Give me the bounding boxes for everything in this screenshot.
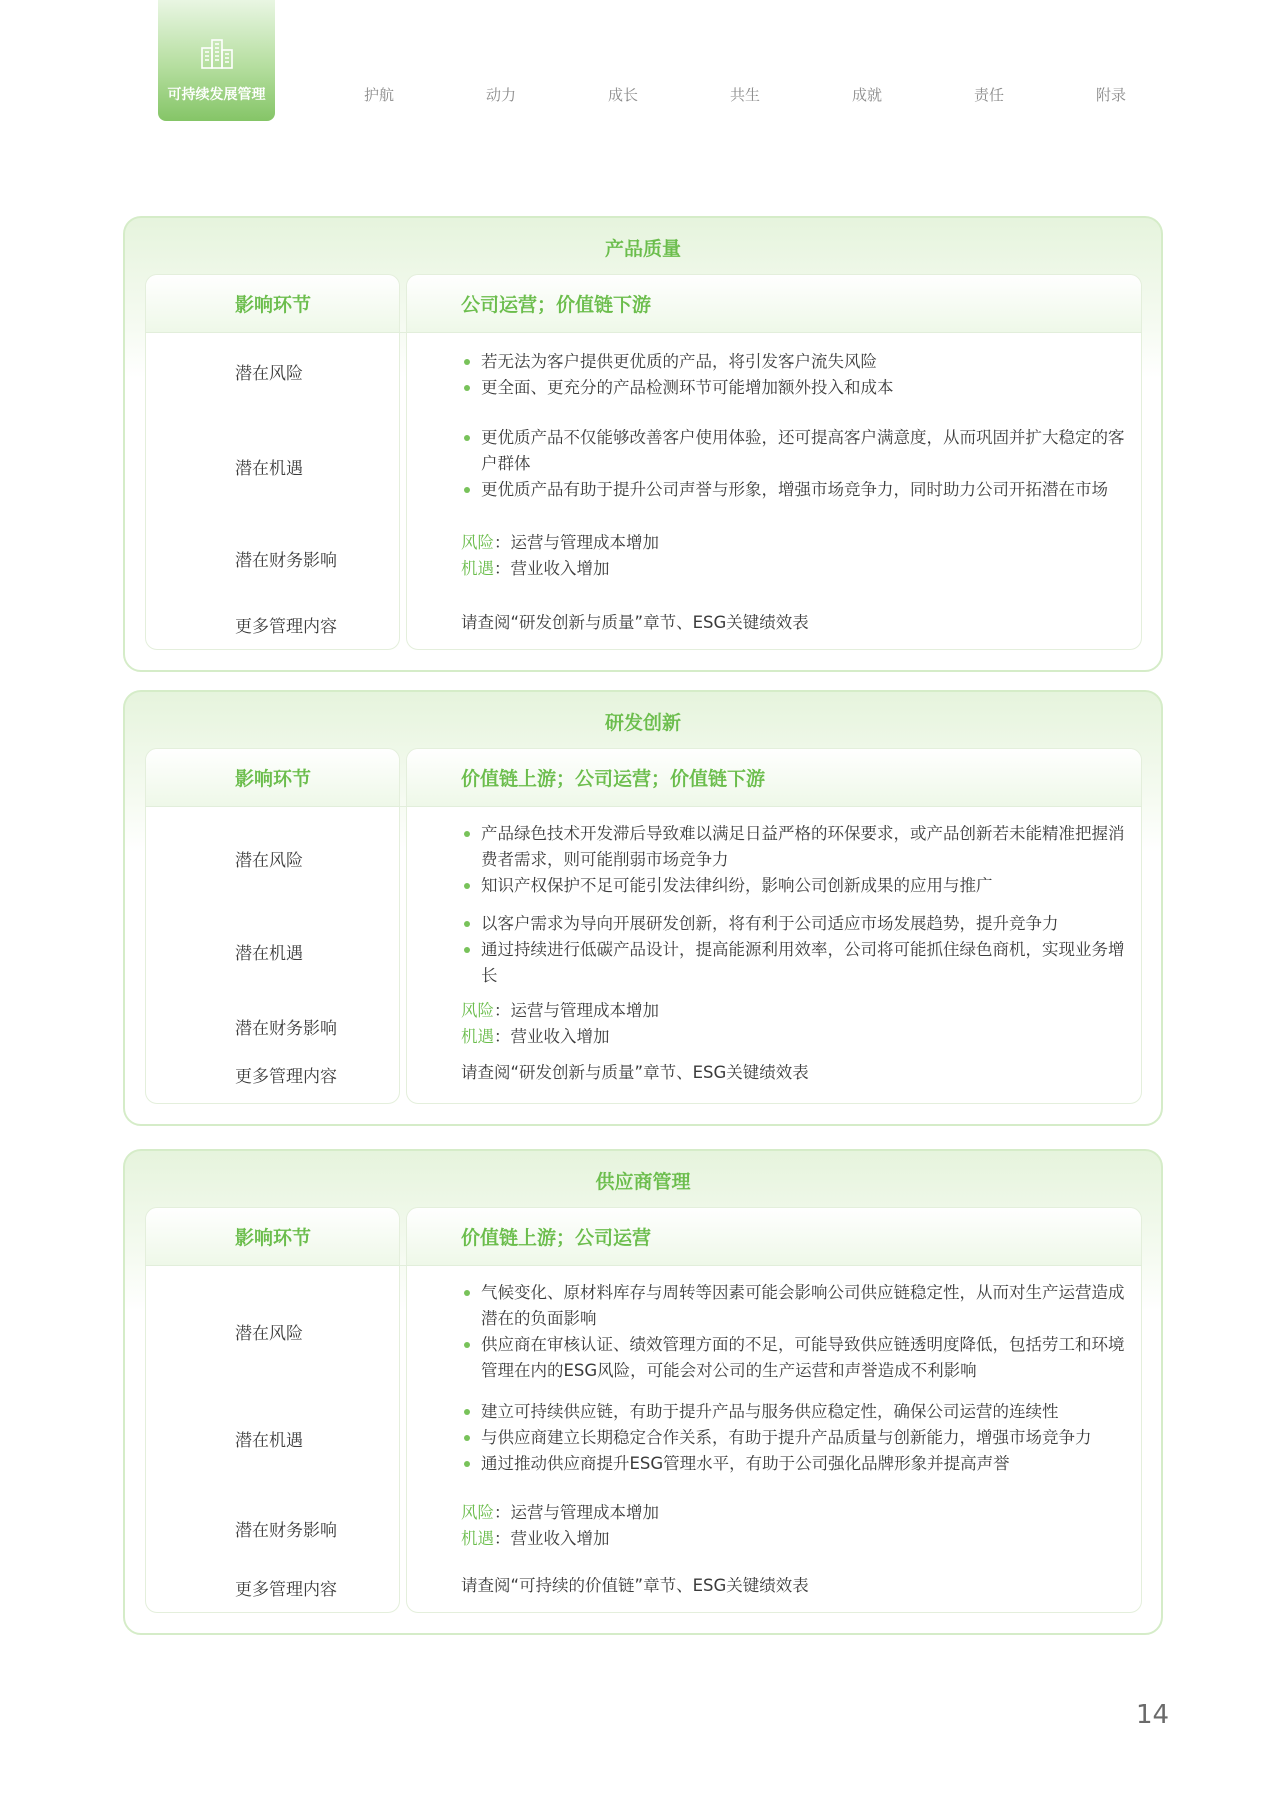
row-financial-content — [461, 1500, 1131, 1552]
bullet-item: 建立可持续供应链，有助于提升产品与服务供应稳定性，确保公司运营的连续性 — [461, 1399, 1131, 1425]
header-value-chain: 价值链上游；公司运营；价值链下游 — [461, 768, 766, 790]
row-more-content: 请查阅“研发创新与质量”章节、ESG关键绩效表 — [461, 1063, 809, 1082]
opportunity-text: ：营业收入增加 — [494, 559, 610, 578]
card-title: 供应商管理 — [595, 1171, 691, 1193]
topic-card-product-quality — [123, 216, 1163, 672]
bullet-item: 气候变化、原材料库存与周转等因素可能会影响公司供应链稳定性，从而对生产运营造成潜在的负面影响 — [461, 1280, 1131, 1332]
row-financial-content — [461, 998, 1131, 1050]
row-label-opportunity: 潜在机遇 — [235, 944, 303, 964]
header-value-chain: 价值链上游；公司运营 — [461, 1227, 652, 1249]
opportunity-label: 机遇 — [461, 559, 494, 578]
header-impact-stage: 影响环节 — [235, 294, 312, 316]
row-label-more-content: 更多管理内容 — [235, 1067, 337, 1087]
bullet-item: 更全面、更充分的产品检测环节可能增加额外投入和成本 — [461, 375, 1131, 401]
header-impact-stage: 影响环节 — [235, 768, 312, 790]
risk-text: ：运营与管理成本增加 — [494, 1503, 659, 1522]
card-title: 产品质量 — [604, 238, 681, 260]
row-more-content: 请查阅“研发创新与质量”章节、ESG关键绩效表 — [461, 613, 809, 632]
row-label-risk: 潜在风险 — [235, 851, 303, 871]
bullet-item: 与供应商建立长期稳定合作关系，有助于提升产品质量与创新能力，增强市场竞争力 — [461, 1425, 1131, 1451]
bullet-item: 产品绿色技术开发滞后导致难以满足日益严格的环保要求，或产品创新若未能精准把握消费者需求，则可能削弱市场竞争力 — [461, 821, 1131, 873]
label-column — [145, 1207, 400, 1613]
row-opportunity-content — [461, 425, 1131, 503]
risk-label: 风险 — [461, 1503, 494, 1522]
row-opportunity-content — [461, 1399, 1131, 1477]
row-label-opportunity: 潜在机遇 — [235, 459, 303, 479]
opportunity-text: ：营业收入增加 — [494, 1027, 610, 1046]
topic-card-rd-innovation — [123, 690, 1163, 1126]
row-label-more-content: 更多管理内容 — [235, 1580, 337, 1600]
bullet-item: 供应商在审核认证、绩效管理方面的不足，可能导致供应链透明度降低，包括劳工和环境管理在内的ESG风险，可能会对公司的生产运营和声誉造成不利影响 — [461, 1332, 1131, 1384]
card-title: 研发创新 — [604, 712, 681, 734]
bullet-item: 以客户需求为导向开展研发创新，将有利于公司适应市场发展趋势，提升竞争力 — [461, 911, 1131, 937]
nav-item-symbiosis[interactable]: 共生 — [729, 86, 760, 104]
risk-text: ：运营与管理成本增加 — [494, 1001, 659, 1020]
nav-item-responsibility[interactable]: 责任 — [973, 86, 1004, 104]
bullet-item: 通过推动供应商提升ESG管理水平，有助于公司强化品牌形象并提高声誉 — [461, 1451, 1131, 1477]
risk-text: ：运营与管理成本增加 — [494, 533, 659, 552]
row-financial-content — [461, 530, 1131, 582]
row-label-financial-impact: 潜在财务影响 — [235, 1019, 337, 1039]
row-label-opportunity: 潜在机遇 — [235, 1431, 303, 1451]
page-number: 14 — [1136, 1700, 1170, 1730]
top-navigation — [0, 0, 1280, 130]
bullet-item: 知识产权保护不足可能引发法律纠纷，影响公司创新成果的应用与推广 — [461, 873, 1131, 899]
nav-item-momentum[interactable]: 动力 — [485, 86, 516, 104]
row-label-more-content: 更多管理内容 — [235, 617, 337, 637]
bullet-item: 通过持续进行低碳产品设计，提高能源利用效率，公司将可能抓住绿色商机，实现业务增长 — [461, 937, 1131, 989]
opportunity-label: 机遇 — [461, 1529, 494, 1548]
row-risk-content — [461, 349, 1131, 401]
building-icon — [199, 36, 235, 70]
row-label-risk: 潜在风险 — [235, 364, 303, 384]
row-label-risk: 潜在风险 — [235, 1324, 303, 1344]
nav-item-growth[interactable]: 成长 — [607, 86, 638, 104]
risk-label: 风险 — [461, 1001, 494, 1020]
header-impact-stage: 影响环节 — [235, 1227, 312, 1249]
risk-label: 风险 — [461, 533, 494, 552]
nav-active-label: 可持续发展管理 — [167, 87, 266, 103]
bullet-item: 更优质产品不仅能够改善客户使用体验，还可提高客户满意度，从而巩固并扩大稳定的客户群体 — [461, 425, 1131, 477]
row-risk-content — [461, 1280, 1131, 1384]
header-value-chain: 公司运营；价值链下游 — [461, 294, 652, 316]
row-opportunity-content — [461, 911, 1131, 989]
row-label-financial-impact: 潜在财务影响 — [235, 1521, 337, 1541]
row-risk-content — [461, 821, 1131, 899]
nav-item-sustainability-management[interactable] — [158, 0, 275, 121]
opportunity-label: 机遇 — [461, 1027, 494, 1046]
nav-item-achievement[interactable]: 成就 — [851, 86, 882, 104]
row-more-content: 请查阅“可持续的价值链”章节、ESG关键绩效表 — [461, 1576, 809, 1595]
bullet-item: 若无法为客户提供更优质的产品，将引发客户流失风险 — [461, 349, 1131, 375]
nav-item-appendix[interactable]: 附录 — [1095, 86, 1126, 104]
topic-card-supplier-management — [123, 1149, 1163, 1635]
bullet-item: 更优质产品有助于提升公司声誉与形象，增强市场竞争力，同时助力公司开拓潜在市场 — [461, 477, 1131, 503]
row-label-financial-impact: 潜在财务影响 — [235, 551, 337, 571]
nav-item-escort[interactable]: 护航 — [363, 86, 394, 104]
label-column — [145, 748, 400, 1104]
opportunity-text: ：营业收入增加 — [494, 1529, 610, 1548]
